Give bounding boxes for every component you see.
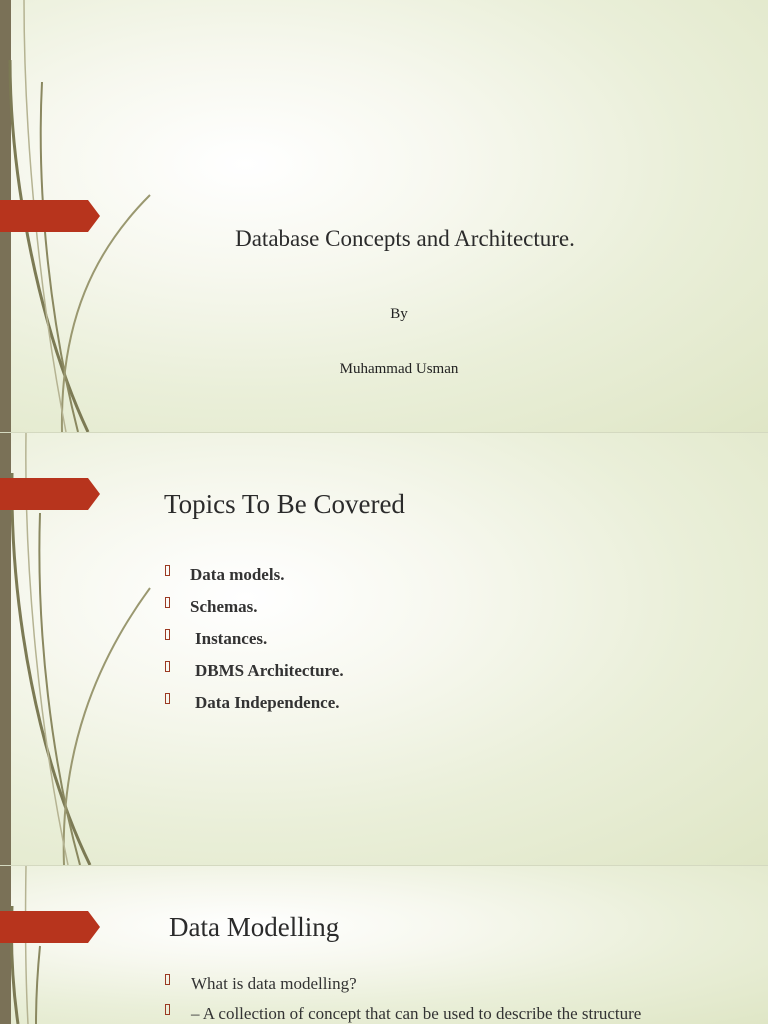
bullet-icon [165,661,170,672]
bullet-icon [165,1004,170,1015]
bullet-icon [165,597,170,608]
swoosh-decoration [0,866,200,1024]
slide-title: Topics To Be Covered [164,489,405,519]
byline-label: By [390,306,408,322]
slide-1 [0,0,768,432]
bullet-icon [165,565,170,576]
bullet-icon [165,629,170,640]
slide-3: Data Modelling What is data modelling? – A collection of concept that can be used to describe the structure [0,866,768,1024]
bullet-icon [165,693,170,704]
slide-title: Database Concepts and Architecture. [235,226,575,251]
author-name: Muhammad Usman [339,361,459,377]
accent-arrow-tab [0,478,100,510]
accent-arrow-tab [0,911,100,943]
slide-2: Topics To Be Covered Data models. Schemas. Instances. DBMS Architecture. Data Independence. [0,433,768,865]
bullet-icon [165,974,170,985]
slide-title: Data Modelling [169,912,340,942]
